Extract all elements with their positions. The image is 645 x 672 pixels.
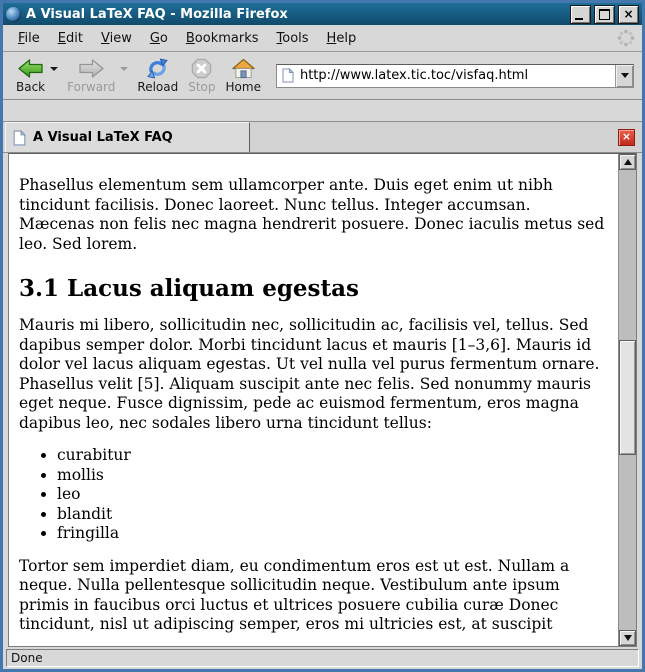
- home-icon: [231, 58, 256, 79]
- maximize-icon: [599, 9, 610, 20]
- home-button[interactable]: [221, 56, 266, 96]
- arrow-up-icon: [624, 159, 632, 165]
- titlebar: [3, 3, 642, 25]
- menu-tools[interactable]: Tools: [276, 30, 309, 46]
- url-dropdown-button[interactable]: [615, 65, 633, 87]
- back-dropdown-icon[interactable]: [50, 67, 58, 71]
- paragraph-3: Tortor sem imperdiet diam, eu condimentum eros est ut est. Nullam a neque. Nulla pellentesque sollicitudin neque. Vestibulum ante ipsum primis in faucibus orci luctus et ultrices posuere cubilia curæ Donec tincidunt, nisl ut adipiscing semper, eros mi ultricies est, at suscipit: [19, 556, 570, 633]
- forward-button[interactable]: [62, 56, 120, 96]
- list-item: • leo: [57, 485, 608, 505]
- back-button[interactable]: [11, 56, 50, 96]
- status-bar: [3, 647, 642, 669]
- section-heading: 3.1 Lacus aliquam egestas: [19, 275, 359, 302]
- menubar: [3, 25, 642, 52]
- tab-page-icon: [13, 130, 26, 146]
- content-area: [8, 153, 637, 647]
- forward-dropdown-icon[interactable]: [120, 67, 128, 71]
- forward-label: Forward: [67, 79, 116, 94]
- status-text: Done: [6, 649, 639, 667]
- close-button[interactable]: [618, 5, 639, 24]
- forward-arrow-icon: [78, 58, 105, 79]
- back-arrow-icon: [17, 58, 44, 79]
- menu-view[interactable]: View: [100, 30, 132, 46]
- menu-edit[interactable]: Edit: [57, 30, 83, 46]
- list-item: • blandit: [57, 505, 608, 525]
- chevron-down-icon: [621, 73, 629, 78]
- window-title: A Visual LaTeX FAQ - Mozilla Firefox: [26, 6, 288, 22]
- menu-help[interactable]: Help: [326, 30, 357, 46]
- menu-bookmarks[interactable]: Bookmarks: [185, 30, 259, 46]
- reload-icon: [146, 58, 169, 79]
- throbber-icon: [616, 28, 636, 48]
- list-item: • fringilla: [57, 524, 608, 544]
- menu-go[interactable]: Go: [149, 30, 168, 46]
- window-controls: [570, 5, 639, 24]
- page-icon: [282, 68, 294, 83]
- scrollbar-track[interactable]: [619, 170, 636, 630]
- scrollbar-thumb[interactable]: [619, 340, 636, 455]
- vertical-scrollbar[interactable]: [618, 154, 636, 646]
- home-label: Home: [225, 79, 261, 94]
- page-content: [9, 154, 618, 646]
- scroll-down-button[interactable]: [619, 630, 636, 646]
- menu-file[interactable]: File: [18, 30, 40, 46]
- tab-bar: [3, 122, 642, 153]
- list-item: • mollis: [57, 466, 608, 486]
- stop-icon: [190, 58, 213, 79]
- maximize-button[interactable]: [594, 5, 615, 24]
- minimize-button[interactable]: [570, 5, 591, 24]
- close-icon: ×: [623, 7, 634, 21]
- tab-strip-empty: [250, 122, 618, 152]
- close-tab-button[interactable]: ×: [618, 129, 635, 146]
- stop-label: Stop: [188, 79, 216, 94]
- list-item: • curabitur: [57, 446, 608, 466]
- app-globe-icon: [6, 7, 21, 22]
- url-input[interactable]: [300, 66, 615, 86]
- reload-label: Reload: [137, 79, 179, 94]
- stop-button[interactable]: [183, 56, 220, 96]
- bullet-list: [19, 446, 608, 544]
- arrow-down-icon: [624, 635, 632, 641]
- back-label: Back: [16, 79, 46, 94]
- bookmarks-bar: [3, 100, 642, 122]
- navigation-toolbar: [3, 52, 642, 100]
- paragraph-2: Mauris mi libero, sollicitudin nec, sollicitudin ac, facilisis vel, tellus. Sed dapibus semper dolor. Morbi tincidunt lacus et mauris [1–3,6]. Mauris id dolor vel lacus aliquam egestas. Ut vel nulla vel purus fermentum ornare. Phasellus velit [5]. Aliquam suscipit ante nec felis. Sed nonummy mauris eget neque. Fusce dignissim, pede ac euismod fermentum, eros magna dapibus leo, nec sodales libero urna tincidunt tellus:: [19, 316, 600, 432]
- tab-visual-latex-faq[interactable]: [5, 122, 250, 152]
- minimize-icon: [575, 18, 583, 20]
- tab-label: A Visual LaTeX FAQ: [33, 130, 173, 145]
- scroll-up-button[interactable]: [619, 154, 636, 170]
- url-bar: [276, 64, 634, 88]
- paragraph-1: Phasellus elementum sem ullamcorper ante. Duis eget enim ut nibh tincidunt facilisis. Donec laoreet. Nunc tellus. Integer accumsan. Mæcenas non felis nec magna hendrerit posuere. Donec iaculis metus sed leo. Sed lorem.: [19, 176, 605, 253]
- reload-button[interactable]: [132, 56, 183, 96]
